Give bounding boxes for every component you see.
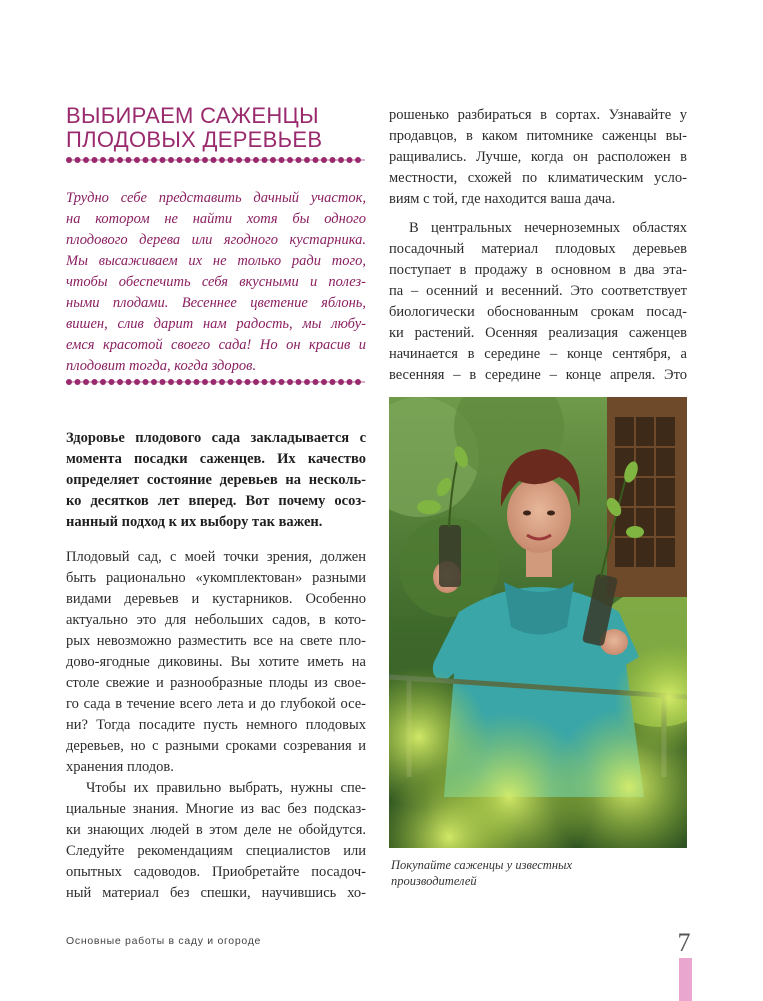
body-line: быть рационально «укомплектован» разными [66, 570, 366, 586]
divider-top [66, 155, 365, 165]
lead-line: ко десятков лет вперед. Вот почему осоз- [66, 493, 366, 509]
lead-line: определяет состояние деревьев на несколь- [66, 472, 366, 488]
intro-line: Мы высаживаем их не только ради того, [66, 253, 366, 269]
intro-paragraph [66, 188, 366, 377]
body-line: видами деревьев и кустарников. Особенно [66, 591, 366, 607]
body-line: рых невозможно разместить все на свете пло- [66, 633, 366, 649]
body-line: ращивались. Лучше, когда он расположен в [389, 149, 687, 165]
body-line: Плодовый сад, с моей точки зрения, должен [66, 549, 366, 565]
body-line: местности, схожей по климатическим усло- [389, 170, 687, 186]
body-text-right [389, 105, 687, 386]
intro-line: плодовит тогда, когда здоров. [66, 358, 257, 374]
body-line: опытных садоводов. Приобретайте посадоч- [66, 864, 366, 880]
page-title [66, 104, 366, 152]
lead-paragraph [66, 428, 366, 533]
intro-line: плодового дерева или ягодного кустарника. [66, 232, 366, 248]
body-line: биологически обоснованным срокам посад- [389, 304, 687, 320]
body-line: поступает в продажу в основном в два эта- [389, 262, 687, 278]
lead-line: нанный подход к их выбору так важен. [66, 514, 323, 530]
body-line: ки растений. Осенняя реализация саженцев [389, 325, 687, 341]
body-line: актуально это для небольших садов, в кото- [66, 612, 366, 628]
intro-line: Трудно себе представить дачный участок, [66, 190, 366, 206]
body-line: рошенько разбираться в сортах. Узнавайте у [389, 107, 687, 123]
title-line-2: ПЛОДОВЫХ ДЕРЕВЬЕВ [66, 127, 323, 152]
body-line: го сада в течение всего лета и до глубокой осе- [66, 696, 366, 712]
body-line: весенняя – в середине – конце апреля. Это [389, 367, 687, 383]
photo-illustration [389, 397, 687, 848]
body-line: В центральных нечерноземных областях [409, 220, 687, 236]
lead-line: Здоровье плодового сада закладывается с [66, 430, 366, 446]
intro-line: на котором не найти хотя бы одного [66, 211, 366, 227]
intro-line: чтобы обеспечить себя вкусными и полез- [66, 274, 366, 290]
body-line: па – осенний и весенний. Это соответствует [389, 283, 687, 299]
body-line: деревьев, но с разными сроками созревания и [66, 738, 366, 754]
body-line: продавцов, в каком питомнике саженцы вы- [389, 128, 687, 144]
body-text-left [66, 547, 366, 904]
intro-line: вишен, слив дарит нам радость, мы любу- [66, 316, 366, 332]
body-line: ни? Тогда посадите пусть немного плодовых [66, 717, 366, 733]
intro-line: ными плодами. Весеннее цветение яблонь, [66, 295, 366, 311]
body-line: ный материал без спешки, научившись хо- [66, 885, 366, 901]
body-line: посадочный материал плодовых деревьев [389, 241, 687, 257]
caption-line-1: Покупайте саженцы у известных [391, 858, 573, 872]
body-line: циальные знания. Многие из вас без подсказ- [66, 801, 366, 817]
body-line: Следуйте рекомендациям специалистов или [66, 843, 366, 859]
divider-bottom [66, 377, 365, 387]
running-footer: Основные работы в саду и огороде [66, 935, 262, 947]
body-line: ки знающих людей в этом деле не обойдутся. [66, 822, 366, 838]
caption-line-2: производителей [391, 874, 477, 888]
photo-woman-with-seedlings [389, 397, 687, 848]
title-line-1: ВЫБИРАЕМ САЖЕНЦЫ [66, 103, 319, 128]
body-line: столе свежие и разнообразные плоды из свое- [66, 675, 366, 691]
body-line: виям с той, где находится ваша дача. [389, 191, 616, 207]
body-line: начинается в середине – конце сентября, а [389, 346, 687, 362]
intro-line: емся красотой своего сада! Но он красив и [66, 337, 366, 353]
page-number: 7 [677, 928, 691, 957]
page-tab-marker [679, 958, 692, 1001]
photo-caption [391, 857, 651, 889]
lead-line: момента посадки саженцев. Их качество [66, 451, 366, 467]
body-line: дово-ягодные диковины. Вы хотите иметь на [66, 654, 366, 670]
body-line: хранения плодов. [66, 759, 174, 775]
body-line: Чтобы их правильно выбрать, нужны спе- [86, 780, 366, 796]
